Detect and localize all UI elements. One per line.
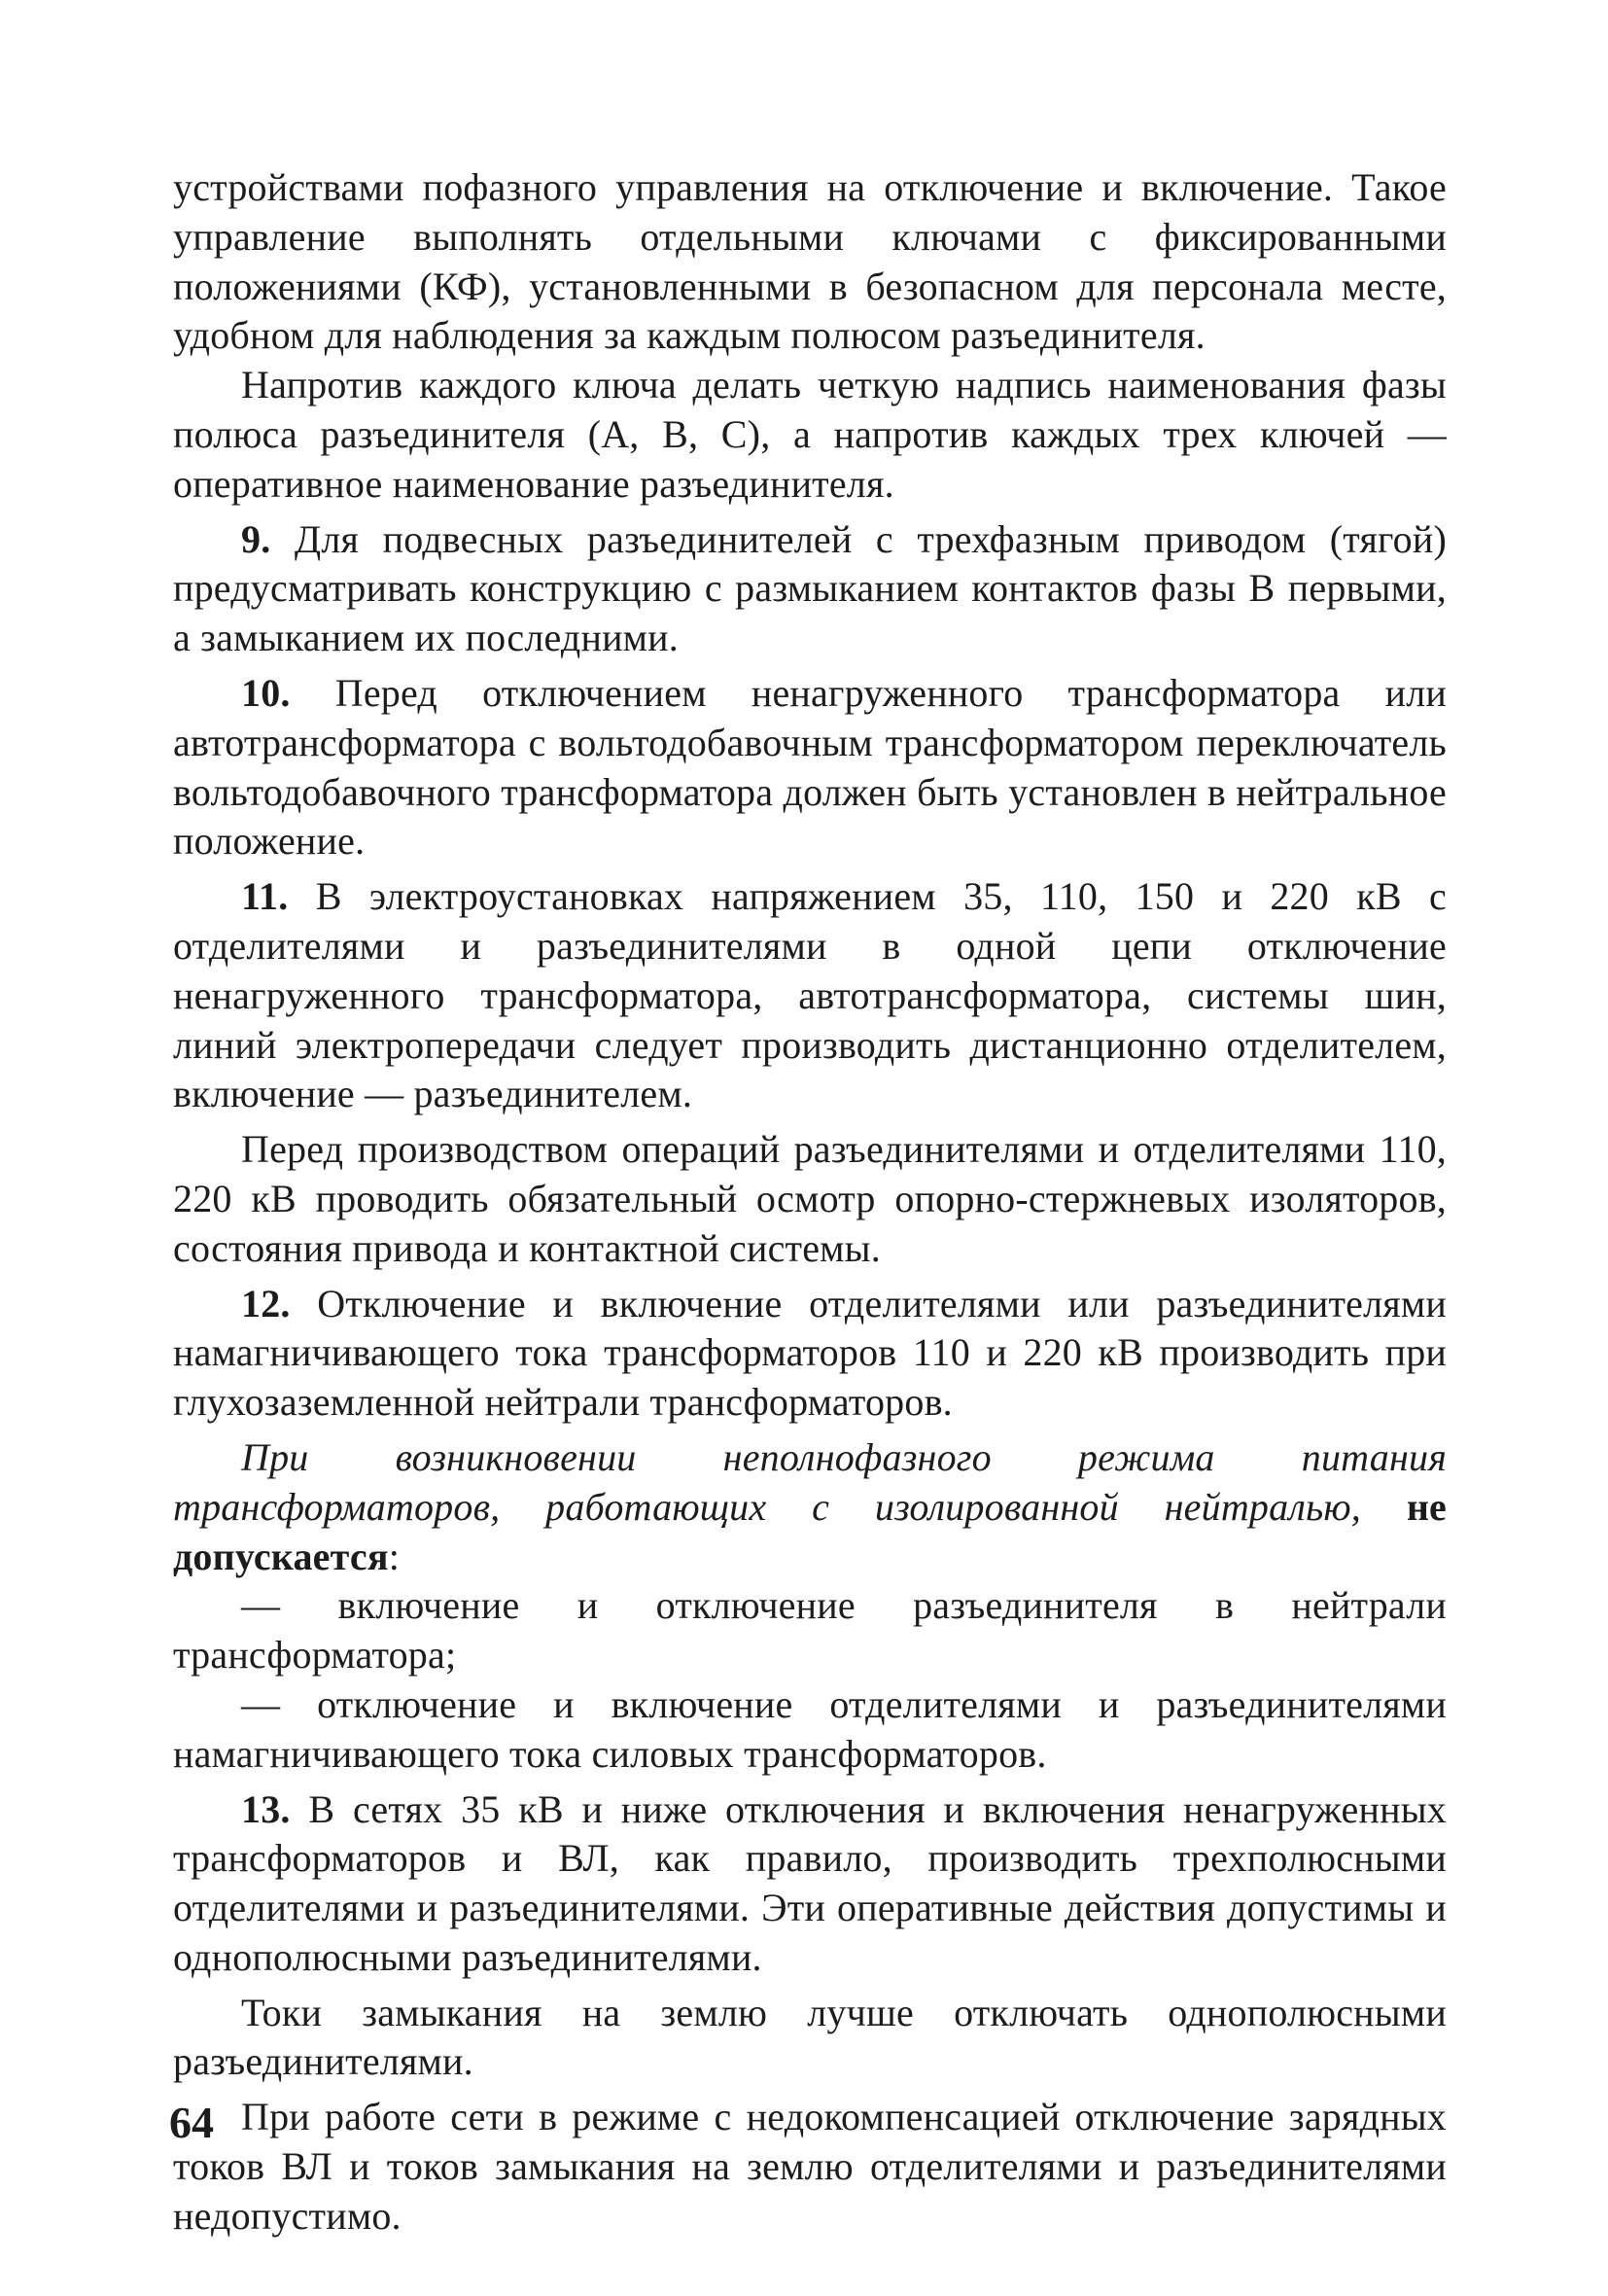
item-number: 12.: [241, 1281, 291, 1325]
paragraph-key-labels: Напротив каждого ключа делать четкую надпись наименования фазы полюса разъединителя (А, В, С), а напротив каждых трех ключей — оперативное наименование разъединителя.: [173, 363, 1447, 506]
warning-colon: :: [388, 1534, 401, 1578]
paragraph-item-10: [173, 669, 1447, 866]
item-text: В сетях 35 кВ и ниже отключения и включения ненагруженных трансформаторов и ВЛ, как правило, производить трехполюсными отделителями и разъединителями. Эти оперативные действия допустимы и однополюсными разъединителями.: [173, 1786, 1447, 1979]
paragraph-item-11: [173, 872, 1447, 1119]
paragraph-item-12: [173, 1280, 1447, 1428]
paragraph-undercompensation: При работе сети в режиме с недокомпенсацией отключение зарядных токов ВЛ и токов замыкания на землю отделителями и разъединителями недопустимо.: [173, 2095, 1447, 2238]
paragraph-ground-fault: Токи замыкания на землю лучше отключать однополюсными разъединителями.: [173, 1990, 1447, 2084]
warning-italic-text: При возникновении неполнофазного режима питания трансформаторов, работающих с изолированной нейтралью,: [173, 1434, 1447, 1529]
list-item-neutral: — включение и отключение разъединителя в нейтрали трансформатора;: [173, 1583, 1447, 1678]
paragraph-inspection: Перед производством операций разъединителями и отделителями 110, 220 кВ проводить обязательный осмотр опорно-стержневых изоляторов, состояния привода и контактной системы.: [173, 1127, 1447, 1270]
paragraph-warning: [173, 1433, 1447, 1581]
list-item-magnetizing: — отключение и включение отделителями и разъединителями намагничивающего тока силовых трансформаторов.: [173, 1681, 1447, 1776]
warning-bold-text: не допускается: [173, 1484, 1448, 1578]
item-text: Перед отключением ненагруженного трансформатора или автотрансформатора с вольтодобавочным трансформатором переключатель вольтодобавочного трансформатора должен быть установлен в нейтральное положение.: [173, 670, 1447, 864]
paragraph-continuation: устройствами пофазного управления на отключение и включение. Такое управление выполнять отдельными ключами с фиксированными положениями (КФ), установленными в безопасном для персонала месте, удобном для наблюдения за каждым полюсом разъединителя.: [173, 165, 1447, 358]
item-number: 11.: [241, 874, 289, 919]
item-number: 10.: [241, 670, 291, 715]
item-text: В электроустановках напряжением 35, 110, 150 и 220 кВ с отделителями и разъединителями в одной цепи отключение ненагруженного трансформатора, автотрансформатора, системы шин, линий электропередачи следует производить дистанционно отделителем, включение — разъединителем.: [173, 874, 1447, 1116]
item-text: Для подвесных разъединителей с трехфазным приводом (тягой) предусматривать конструкцию с размыканием контактов фазы В первыми, а замыканием их последними.: [173, 516, 1447, 660]
item-number: 13.: [241, 1786, 291, 1831]
item-number: 9.: [241, 516, 271, 561]
item-text: Отключение и включение отделителями или разъединителями намагничивающего тока трансформаторов 110 и 220 кВ производить при глухозаземленной нейтрали трансформаторов.: [173, 1281, 1447, 1425]
paragraph-item-13: [173, 1785, 1447, 1983]
paragraph-item-9: [173, 515, 1447, 663]
document-body: [173, 163, 1447, 2242]
page-number: 64: [169, 2098, 214, 2147]
